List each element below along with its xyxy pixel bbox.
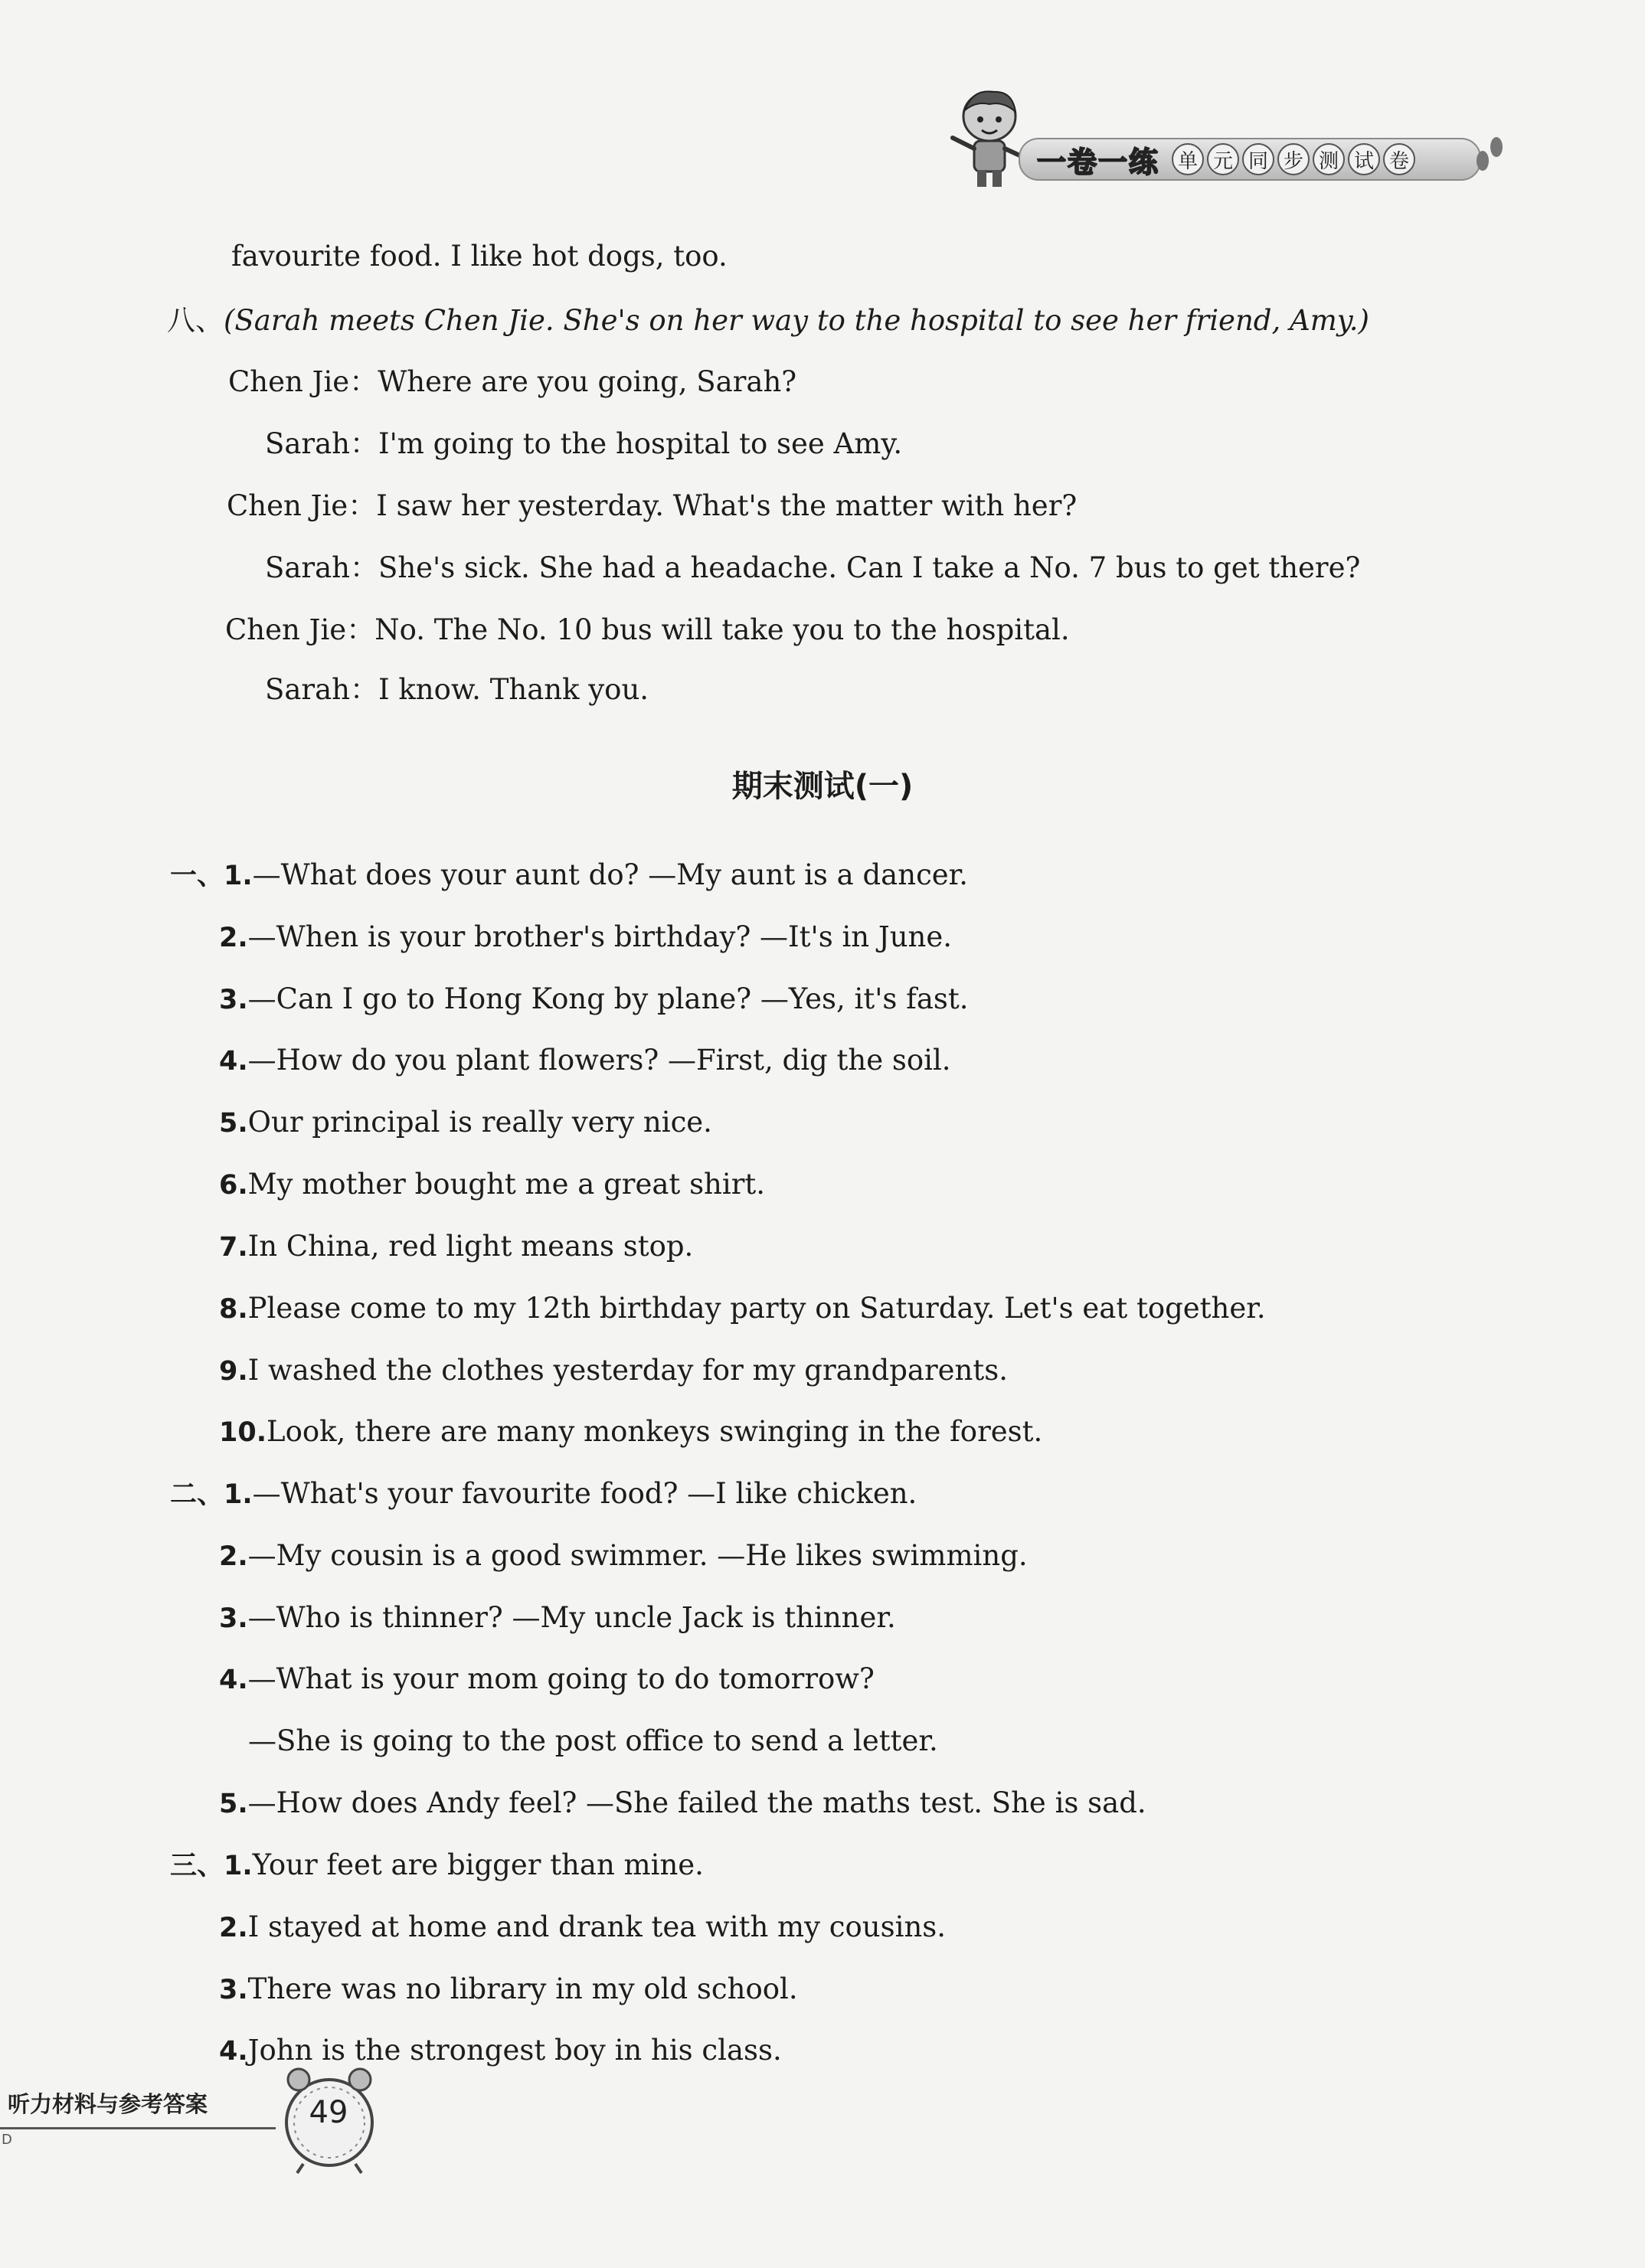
speaker: Chen Jie	[227, 489, 348, 522]
answer-line	[219, 1538, 1028, 1574]
item-text: Your feet are bigger than mine.	[252, 1848, 704, 1881]
answer-line	[219, 1291, 1266, 1327]
section-label: 八、	[167, 304, 224, 337]
speaker: Sarah	[265, 551, 350, 584]
item-text: —Can I go to Hong Kong by plane? —Yes, it's fast.	[247, 982, 969, 1015]
header-banner	[942, 84, 1493, 191]
item-number: 7.	[219, 1232, 248, 1263]
answer-line	[219, 1786, 1146, 1822]
dialogue-line: Sarah：She's sick. She had a headache. Can I take a No. 7 bus to get there?	[265, 551, 1361, 584]
speaker: Chen Jie	[225, 613, 347, 646]
speech: I'm going to the hospital to see Amy.	[378, 427, 903, 460]
item-text: I washed the clothes yesterday for my grandparents.	[247, 1354, 1008, 1387]
item-text: I stayed at home and drank tea with my cousins.	[247, 1910, 947, 1943]
item-number: 10.	[219, 1417, 267, 1448]
item-number: 6.	[219, 1170, 248, 1201]
stage-direction: (Sarah meets Chen Jie. She's on her way to the hospital to see her friend, Amy.)	[224, 304, 1369, 337]
item-text: —How do you plant flowers? —First, dig the soil.	[247, 1044, 951, 1077]
item-number: 8.	[219, 1294, 248, 1325]
dialogue-line: Sarah：I know. Thank you.	[265, 673, 649, 706]
item-number: 2.	[219, 1541, 248, 1572]
subtitle-char: 卷	[1383, 143, 1415, 175]
item-text: —What's your favourite food? —I like chicken.	[252, 1477, 917, 1510]
answer-line	[219, 1414, 1042, 1450]
subtitle-char: 试	[1348, 143, 1380, 175]
subtitle-char: 单	[1172, 143, 1204, 175]
item-number: 4.	[219, 1665, 248, 1695]
item-text: —When is your brother's birthday? —It's in June.	[247, 920, 953, 953]
dialogue-line: Chen Jie：I saw her yesterday. What's the matter with her?	[227, 489, 1078, 522]
speech: I know. Thank you.	[378, 673, 649, 706]
item-text: —She is going to the post office to send a letter.	[248, 1724, 938, 1757]
answer-line	[219, 1167, 765, 1203]
item-text: Please come to my 12th birthday party on Saturday. Let's eat together.	[247, 1292, 1266, 1325]
item-number: 4.	[219, 2036, 248, 2067]
answer-line	[170, 1476, 917, 1512]
footprints-icon	[1470, 130, 1509, 176]
item-text: Our principal is really very nice.	[247, 1106, 712, 1139]
dialogue-line: Chen Jie：No. The No. 10 bus will take you to the hospital.	[225, 613, 1070, 646]
item-text: In China, red light means stop.	[247, 1230, 694, 1263]
item-text: —How does Andy feel? —She failed the maths test. She is sad.	[247, 1786, 1146, 1819]
part-label: 三、	[170, 1851, 224, 1881]
subtitle-char: 步	[1277, 143, 1310, 175]
item-number: 1.	[224, 1851, 253, 1881]
speech: I saw her yesterday. What's the matter with her?	[376, 489, 1078, 522]
answer-line	[219, 1229, 693, 1265]
answer-line	[219, 1600, 896, 1636]
item-text: John is the strongest boy in his class.	[247, 2034, 782, 2067]
answer-line	[170, 858, 968, 894]
item-number: 5.	[219, 1108, 248, 1139]
item-number: 1.	[224, 861, 253, 891]
subtitle-char: 测	[1313, 143, 1345, 175]
footer-label: 听力材料与参考答案	[8, 2091, 208, 2117]
subtitle-char: 同	[1242, 143, 1274, 175]
continuation-line: favourite food. I like hot dogs, too.	[231, 240, 728, 273]
item-text: Look, there are many monkeys swinging in the forest.	[267, 1415, 1043, 1448]
item-number: 1.	[224, 1479, 253, 1510]
dialogue-line: Chen Jie：Where are you going, Sarah?	[228, 365, 797, 398]
footer-mark: D	[2, 2132, 12, 2148]
stage-direction-line	[167, 303, 1369, 338]
item-text: —Who is thinner? —My uncle Jack is thinner.	[247, 1601, 896, 1634]
answer-line	[219, 1043, 951, 1079]
item-number: 9.	[219, 1356, 248, 1387]
footer-rule	[0, 2127, 276, 2129]
speaker: Chen Jie	[228, 365, 350, 398]
speech: She's sick. She had a headache. Can I take a No. 7 bus to get there?	[378, 551, 1361, 584]
speech: No. The No. 10 bus will take you to the hospital.	[374, 613, 1070, 646]
series-title: 一卷一练	[1037, 145, 1160, 179]
part-label: 一、	[170, 861, 224, 891]
answer-line	[219, 1972, 798, 2008]
answer-line	[219, 982, 969, 1018]
answer-line	[219, 1105, 712, 1141]
item-text: My mother bought me a great shirt.	[247, 1168, 766, 1201]
speech: Where are you going, Sarah?	[378, 365, 797, 398]
item-number: 4.	[219, 1046, 248, 1077]
answer-line	[219, 920, 952, 956]
answer-line	[248, 1724, 938, 1759]
dialogue-line: Sarah：I'm going to the hospital to see Amy.	[265, 427, 903, 460]
item-text: —What does your aunt do? —My aunt is a dancer.	[252, 858, 969, 891]
series-subtitle	[1172, 143, 1415, 175]
answer-line	[219, 1910, 946, 1946]
item-number: 3.	[219, 1975, 248, 2005]
part-label: 二、	[170, 1479, 224, 1510]
answer-line	[219, 1353, 1008, 1389]
series-banner	[1019, 138, 1481, 181]
item-number: 3.	[219, 1603, 248, 1634]
item-number: 2.	[219, 1913, 248, 1943]
answer-line	[219, 1662, 875, 1698]
item-text: —My cousin is a good swimmer. —He likes swimming.	[247, 1539, 1028, 1572]
item-number: 5.	[219, 1789, 248, 1819]
section-title: 期末测试(一)	[731, 769, 914, 804]
item-text: —What is your mom going to do tomorrow?	[247, 1662, 875, 1695]
speaker: Sarah	[265, 673, 350, 706]
item-text: There was no library in my old school.	[247, 1972, 798, 2005]
subtitle-char: 元	[1207, 143, 1239, 175]
answer-line	[170, 1848, 704, 1884]
speaker: Sarah	[265, 427, 350, 460]
item-number: 3.	[219, 985, 248, 1015]
page-number: 49	[309, 2095, 348, 2130]
item-number: 2.	[219, 923, 248, 953]
